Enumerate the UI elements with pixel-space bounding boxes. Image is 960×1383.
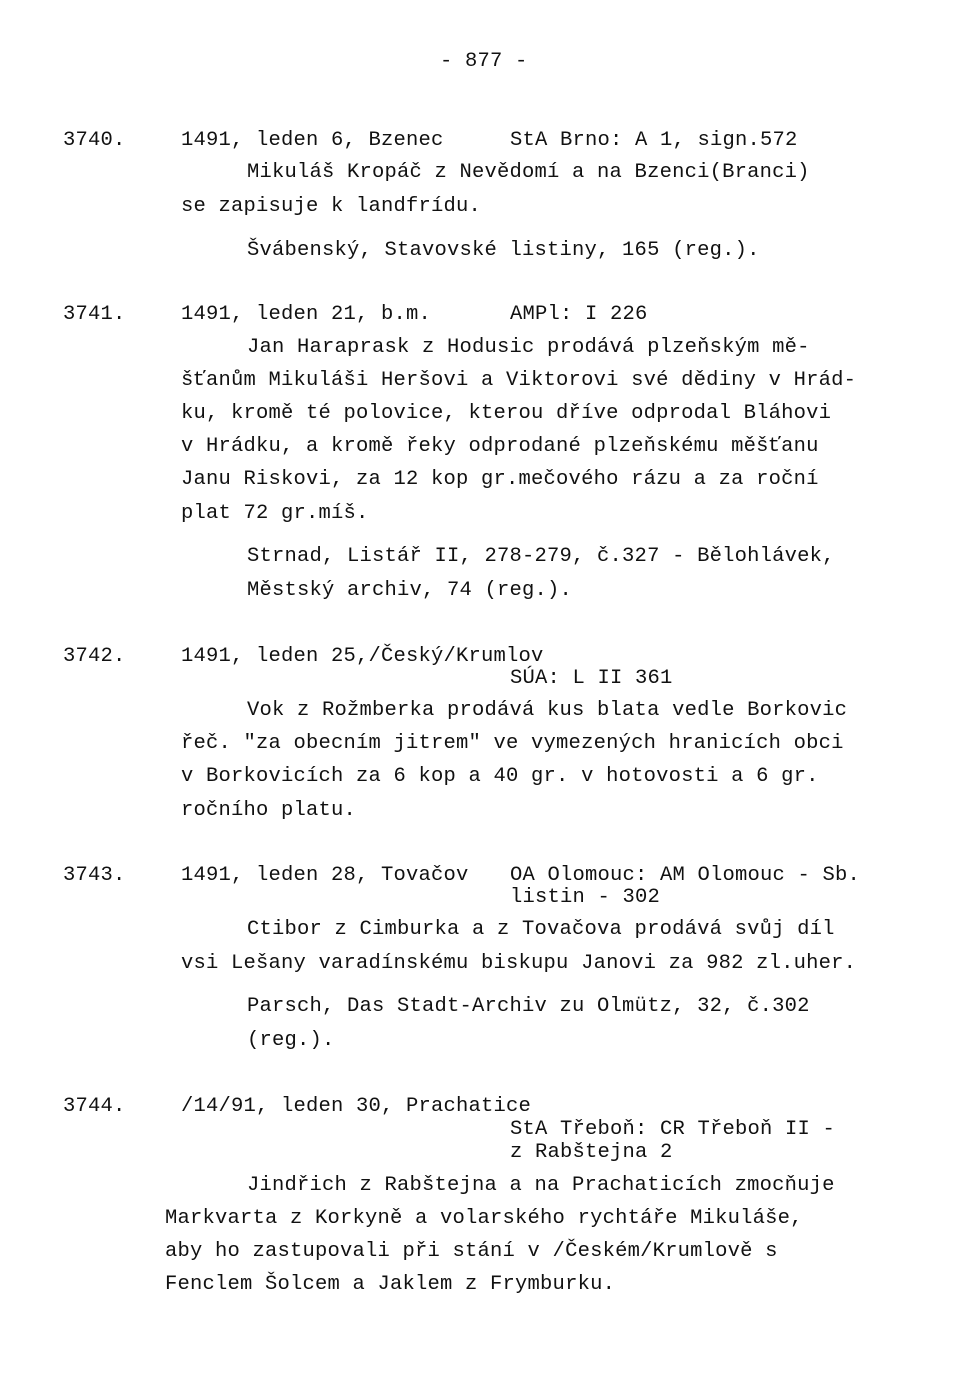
entry-heading: /14/91, leden 30, Prachatice (181, 1095, 532, 1118)
regest-line: Markvarta z Korkyně a volarského rychtáře Mikuláše, (165, 1207, 803, 1230)
regest-line: ročního platu. (181, 799, 357, 822)
regest-line: řeč. "za obecním jitrem" ve vymezených hranicích obci (181, 732, 844, 755)
regest-line: Janu Riskovi, za 12 kop gr.mečového rázu a za roční (181, 468, 819, 491)
regest-line: v Borkovicích za 6 kop a 40 gr. v hotovosti a 6 gr. (181, 765, 819, 788)
archive-signature: StA Brno: A 1, sign.572 (510, 129, 798, 152)
regest-line: aby ho zastupovali při stání v /Českém/Krumlově s (165, 1240, 778, 1263)
archive-signature: SÚA: L II 361 (510, 667, 673, 690)
archive-signature: OA Olomouc: AM Olomouc - Sb. (510, 864, 861, 887)
entry-number: 3742. (63, 645, 126, 668)
reference-line: Městský archiv, 74 (reg.). (247, 579, 573, 602)
archive-signature: AMPl: I 226 (510, 303, 648, 326)
regest-line: Jan Haraprask z Hodusic prodává plzeňským mě- (247, 336, 810, 359)
entry-number: 3744. (63, 1095, 126, 1118)
regest-line: Jindřich z Rabštejna a na Prachaticích zmocňuje (247, 1174, 835, 1197)
reference-line: Strnad, Listář II, 278-279, č.327 - Bělohlávek, (247, 545, 835, 568)
regest-line: vsi Lešany varadínskému biskupu Janovi za 982 zl.uher. (181, 952, 857, 975)
reference-line: (reg.). (247, 1029, 335, 1052)
archive-signature: z Rabštejna 2 (510, 1141, 673, 1164)
regest-line: v Hrádku, a kromě řeky odprodané plzeňskému měšťanu (181, 435, 819, 458)
regest-line: šťanům Mikuláši Heršovi a Viktorovi své dědiny v Hrád- (181, 369, 857, 392)
entry-heading: 1491, leden 6, Bzenec (181, 129, 444, 152)
reference-line: Švábenský, Stavovské listiny, 165 (reg.). (247, 239, 760, 262)
archive-signature: StA Třeboň: CR Třeboň II - (510, 1118, 836, 1141)
entry-number: 3743. (63, 864, 126, 887)
regest-line: Mikuláš Kropáč z Nevědomí a na Bzenci(Branci) (247, 161, 810, 184)
entry-number: 3741. (63, 303, 126, 326)
entry-number: 3740. (63, 129, 126, 152)
regest-line: Vok z Rožmberka prodává kus blata vedle Borkovic (247, 699, 848, 722)
regest-line: se zapisuje k landfrídu. (181, 195, 482, 218)
regest-line: Ctibor z Cimburka a z Tovačova prodává svůj díl (247, 918, 835, 941)
archive-signature: listin - 302 (510, 886, 661, 909)
regest-line: ku, kromě té polovice, kterou dříve odprodal Bláhovi (181, 402, 832, 425)
reference-line: Parsch, Das Stadt-Archiv zu Olmütz, 32, č.302 (247, 995, 810, 1018)
entry-heading: 1491, leden 28, Tovačov (181, 864, 469, 887)
regest-line: plat 72 gr.míš. (181, 502, 369, 525)
entry-heading: 1491, leden 25,/Český/Krumlov (181, 645, 544, 668)
page-number: - 877 - (440, 50, 528, 73)
regest-line: Fenclem Šolcem a Jaklem z Frymburku. (165, 1273, 616, 1296)
entry-heading: 1491, leden 21, b.m. (181, 303, 432, 326)
